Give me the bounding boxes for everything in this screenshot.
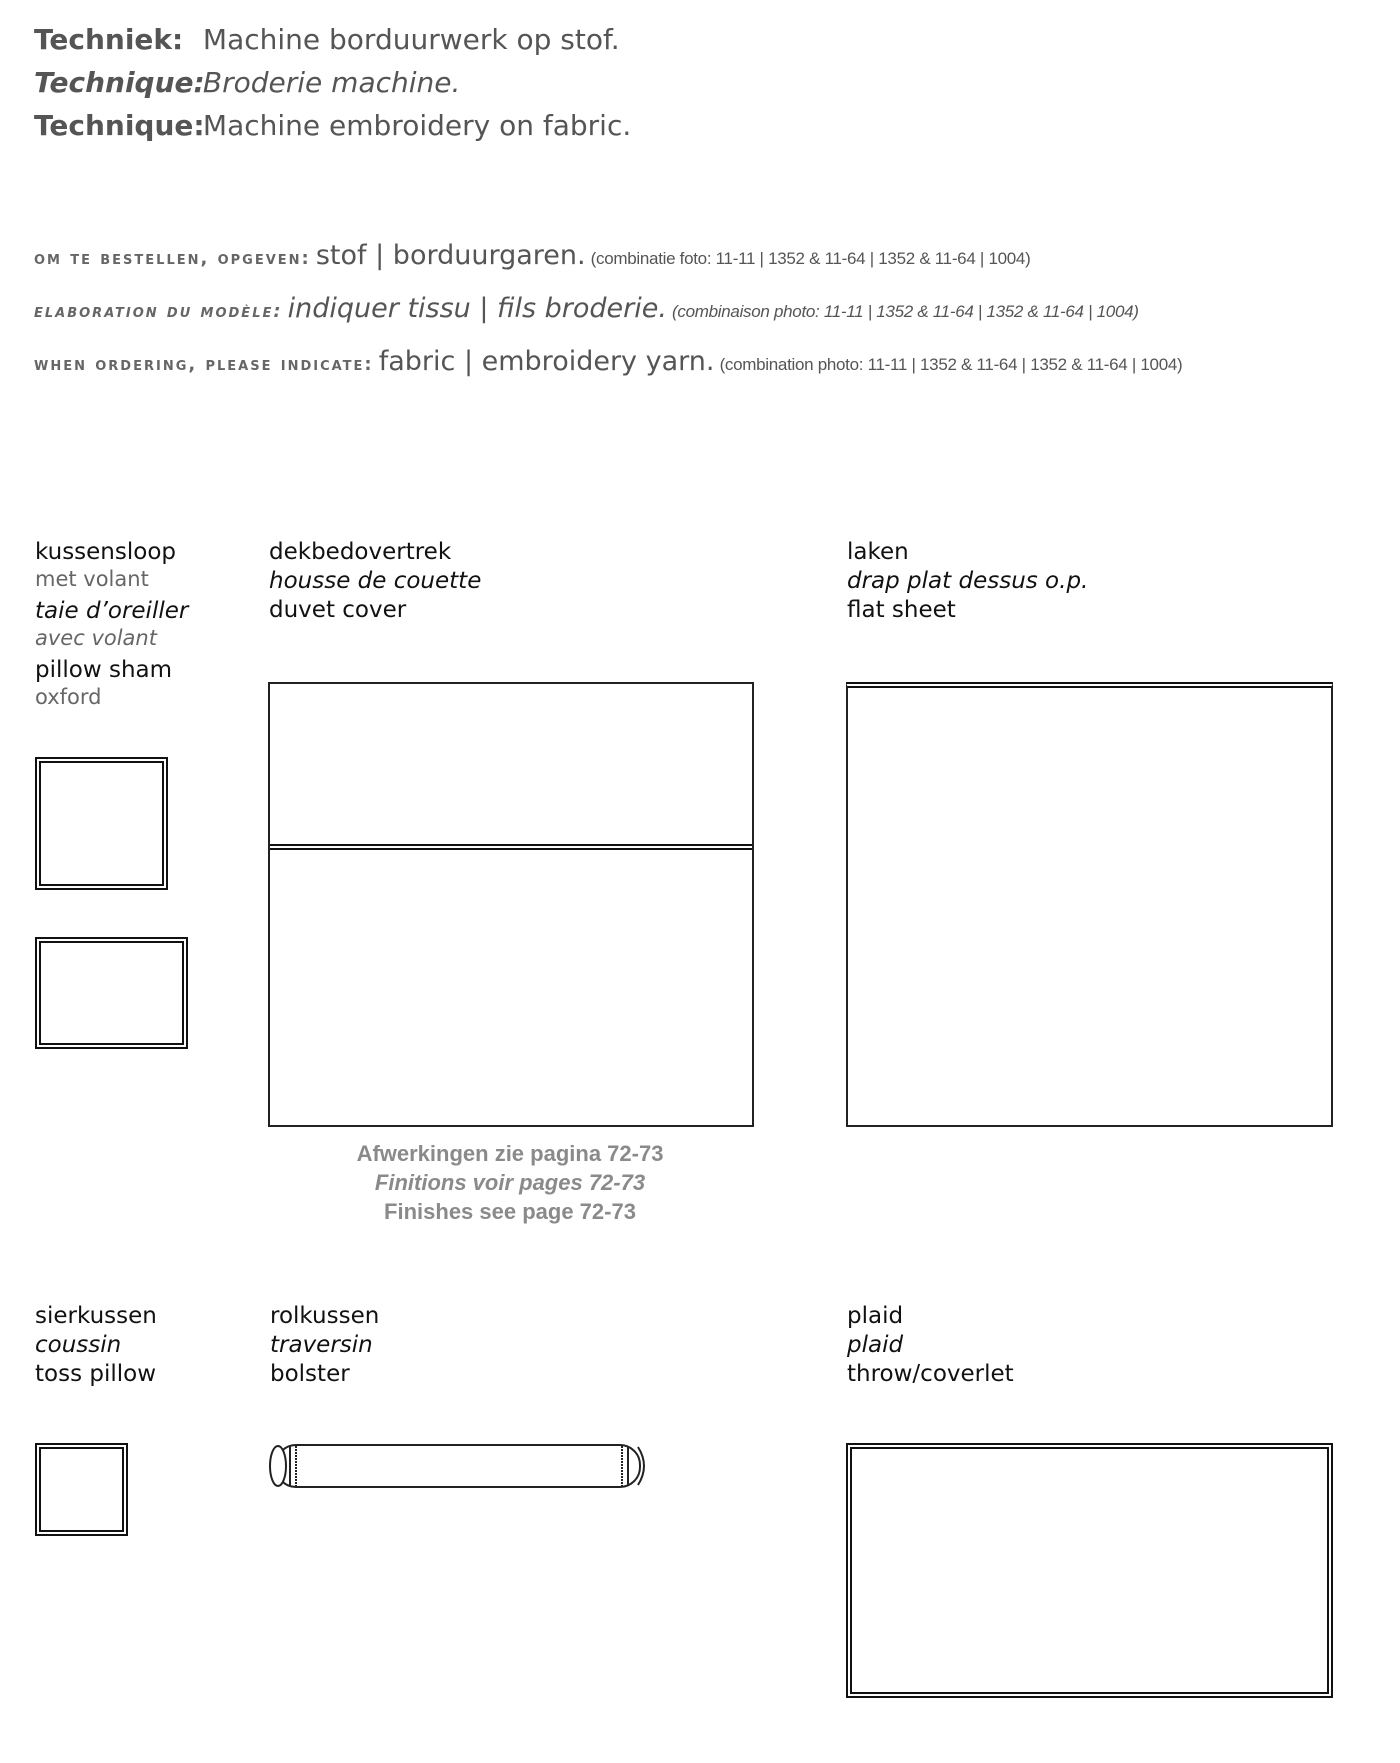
product-name-nl: plaid [847, 1303, 904, 1329]
throw-label [847, 1302, 1014, 1389]
product-name-fr: coussin [35, 1332, 122, 1358]
technique-value: Machine embroidery on fabric. [202, 109, 632, 142]
product-sub-nl: met volant [35, 567, 149, 591]
ordering-row-en [34, 346, 1182, 377]
finishes-nl: Afwerkingen zie pagina 72-73 [356, 1141, 664, 1166]
product-name-nl: rolkussen [270, 1303, 380, 1329]
ordering-row-nl [34, 240, 1030, 271]
product-name-fr: taie d’oreiller [35, 598, 189, 624]
pillow-sham-rect-drawing [35, 937, 188, 1049]
product-sub-en: oxford [35, 685, 102, 709]
product-name-en: flat sheet [847, 597, 956, 623]
product-name-fr: housse de couette [269, 568, 482, 594]
ordering-caption: elaboration du modèle: [34, 301, 283, 322]
product-name-en: pillow sham [35, 657, 173, 683]
product-name-fr: plaid [847, 1332, 904, 1358]
bolster-label [270, 1302, 379, 1389]
ordering-main: fabric | embroidery yarn. [378, 346, 715, 377]
technique-row-en [34, 108, 631, 144]
product-sub-fr: avec volant [35, 626, 157, 650]
technique-value: Broderie machine. [202, 66, 461, 99]
pillow-sham-square-drawing [35, 757, 168, 890]
product-name-nl: dekbedovertrek [269, 539, 452, 565]
ordering-main: stof | borduurgaren. [315, 240, 586, 271]
toss-pillow-drawing [35, 1443, 128, 1536]
product-name-en: throw/coverlet [847, 1361, 1014, 1387]
duvet-embroidery-line [270, 844, 752, 850]
product-name-en: duvet cover [269, 597, 407, 623]
technique-row-nl [34, 22, 620, 58]
duvet-cover-label [269, 538, 481, 625]
finishes-en: Finishes see page 72-73 [384, 1199, 636, 1224]
bolster-drawing [266, 1441, 652, 1491]
ordering-photo-combination: (combinatie foto: 11-11 | 1352 & 11-64 | 1352 & 11-64 | 1004) [590, 249, 1031, 268]
technique-value: Machine borduurwerk op stof. [202, 23, 620, 56]
product-name-fr: drap plat dessus o.p. [847, 568, 1089, 594]
ordering-row-fr [34, 293, 1139, 324]
toss-pillow-label [35, 1302, 157, 1389]
pillow-sham-label [35, 538, 188, 715]
technique-label: Techniek: [34, 23, 184, 56]
flat-sheet-drawing [846, 682, 1333, 1127]
technique-label: Technique: [34, 109, 205, 142]
ordering-caption: om te bestellen, opgeven: [34, 248, 311, 269]
technique-row-fr [34, 65, 460, 101]
throw-drawing [846, 1443, 1333, 1698]
ordering-photo-combination: (combinaison photo: 11-11 | 1352 & 11-64 | 1352 & 11-64 | 1004) [672, 302, 1139, 321]
flat-sheet-label [847, 538, 1088, 625]
ordering-caption: when ordering, please indicate: [34, 354, 374, 375]
product-name-en: toss pillow [35, 1361, 157, 1387]
ordering-photo-combination: (combination photo: 11-11 | 1352 & 11-64 | 1352 & 11-64 | 1004) [719, 355, 1183, 374]
technique-label: Technique: [34, 66, 205, 99]
product-name-en: bolster [270, 1361, 350, 1387]
duvet-cover-drawing [268, 682, 754, 1127]
finishes-note [268, 1139, 752, 1226]
product-name-nl: laken [847, 539, 909, 565]
product-name-nl: kussensloop [35, 539, 176, 565]
ordering-main: indiquer tissu | fils broderie. [287, 293, 667, 324]
product-name-fr: traversin [270, 1332, 373, 1358]
finishes-fr: Finitions voir pages 72-73 [374, 1170, 646, 1195]
product-name-nl: sierkussen [35, 1303, 157, 1329]
